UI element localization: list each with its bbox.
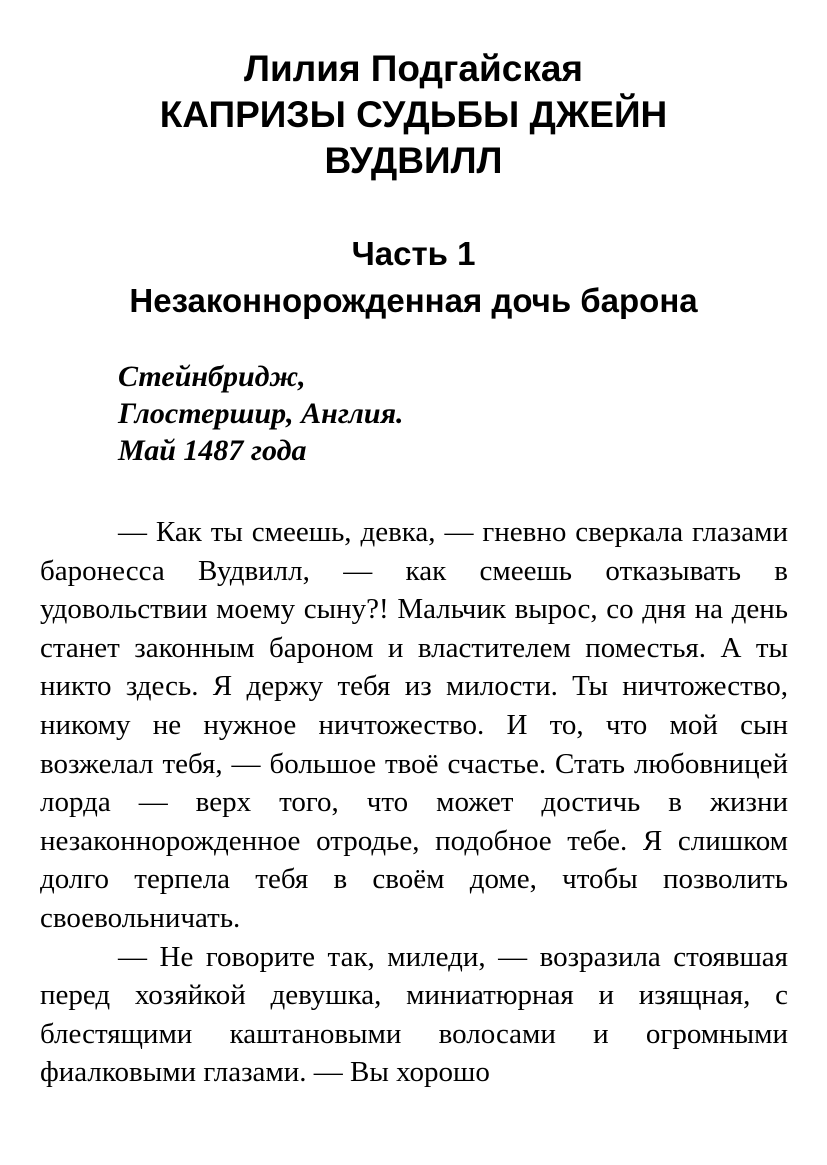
- location-line-1: Стейнбридж,: [118, 360, 306, 393]
- paragraph-2: — Не говорите так, миледи, — возразила стоявшая перед хозяйкой девушка, миниатюрная и изящная, с блестящими каштановыми волосами и огромными фиалковыми глазами. — Вы хорошо: [40, 940, 788, 1089]
- paragraph-1: — Как ты смеешь, девка, — гневно сверкала глазами баронесса Вудвилл, — как смеешь отказывать в удовольствии моему сыну?! Мальчик вырос, со дня на день станет законным бароном и властителем поместья. А ты никто здесь. Я держу тебя из милости. Ты ничтожество, никому не нужное ничтожество. И то, что мой сын возжелал тебя, — большое твоё счастье. Стать любовницей лорда — верх того, что может достичь в жизни незаконнорожденное отродье, подобное тебе. Я слишком долго терпела тебя в своём доме, чтобы позволить своевольничать.: [40, 516, 788, 934]
- book-title-block: [0, 46, 827, 184]
- book-title-line-2: ВУДВИЛЛ: [324, 140, 503, 181]
- part-number: Часть 1: [351, 235, 476, 272]
- book-title-line-1: КАПРИЗЫ СУДЬБЫ ДЖЕЙН: [159, 94, 668, 135]
- location-line-2: Глостершир, Англия.: [118, 397, 404, 430]
- part-heading-block: [0, 230, 827, 324]
- part-name: Незаконнорожденная дочь барона: [129, 282, 698, 319]
- author-name: Лилия Подгайская: [243, 48, 584, 89]
- location-epigraph: [118, 358, 404, 469]
- location-line-3: Май 1487 года: [118, 434, 307, 467]
- body-text: [40, 513, 788, 1092]
